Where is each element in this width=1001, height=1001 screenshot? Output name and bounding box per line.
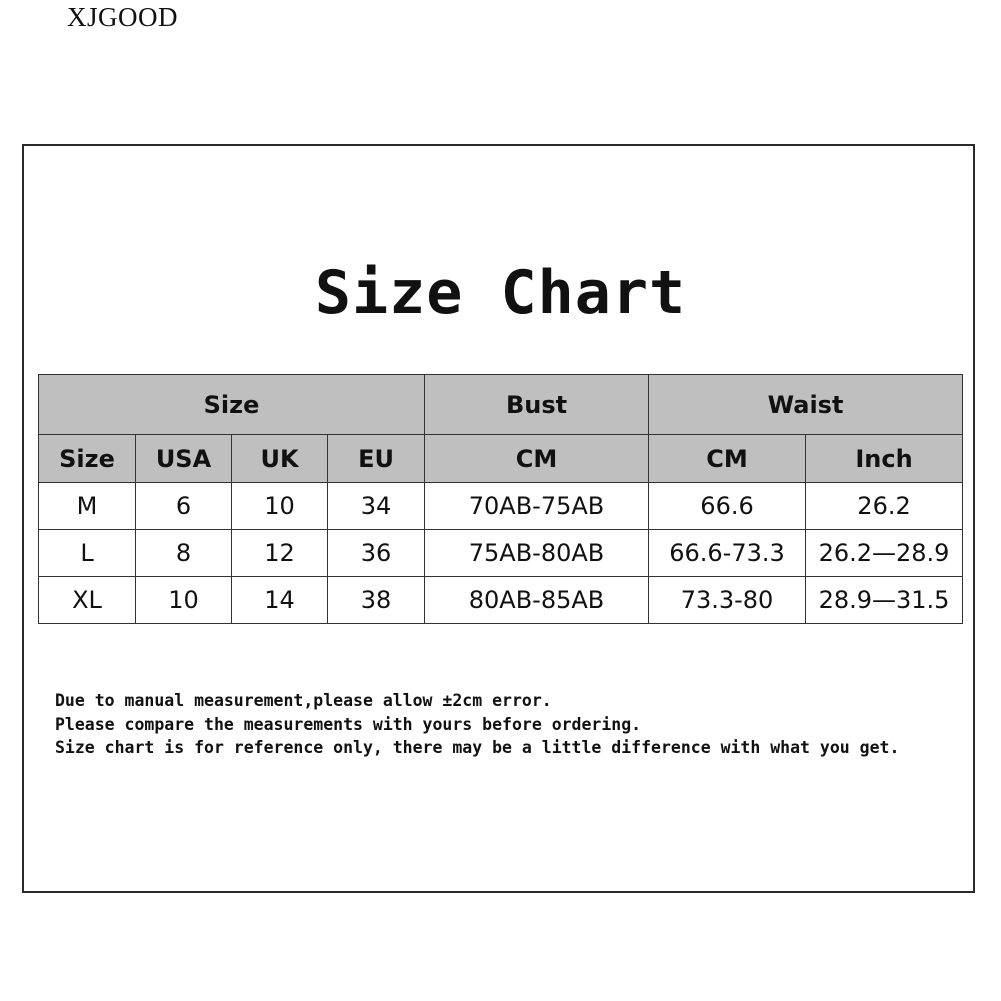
- table-cell: 75AB-80AB: [425, 530, 649, 577]
- table-cell: 10: [232, 483, 328, 530]
- group-header-size: Size: [39, 375, 425, 435]
- sub-header-waist-cm: CM: [649, 435, 806, 483]
- note-line: Due to manual measurement,please allow ±2cm error.: [55, 691, 552, 710]
- table-cell: 80AB-85AB: [425, 577, 649, 624]
- table-cell: L: [39, 530, 136, 577]
- table-cell: 26.2: [806, 483, 963, 530]
- sub-header-size: Size: [39, 435, 136, 483]
- sub-header-uk: UK: [232, 435, 328, 483]
- table-cell: 36: [328, 530, 425, 577]
- sub-header-waist-inch: Inch: [806, 435, 963, 483]
- page-title: Size Chart: [314, 258, 687, 328]
- sub-header-row: [39, 435, 963, 483]
- table-cell: 28.9—31.5: [806, 577, 963, 624]
- table-cell: 34: [328, 483, 425, 530]
- group-header-bust: Bust: [425, 375, 649, 435]
- table-cell: 38: [328, 577, 425, 624]
- measurement-notes: [55, 689, 899, 760]
- table-cell: 66.6-73.3: [649, 530, 806, 577]
- table-cell: 66.6: [649, 483, 806, 530]
- table-cell: XL: [39, 577, 136, 624]
- table-cell: 10: [136, 577, 232, 624]
- table-cell: 14: [232, 577, 328, 624]
- sub-header-bust-cm: CM: [425, 435, 649, 483]
- table-row: [39, 483, 963, 530]
- note-line: Please compare the measurements with yours before ordering.: [55, 714, 642, 734]
- table-row: [39, 530, 963, 577]
- table-cell: 26.2—28.9: [806, 530, 963, 577]
- sub-header-usa: USA: [136, 435, 232, 483]
- table-cell: 8: [136, 530, 232, 577]
- brand-watermark: XJGOOD: [67, 2, 178, 32]
- table-cell: 12: [232, 530, 328, 577]
- size-table: [38, 374, 963, 624]
- table-row: [39, 577, 963, 624]
- sub-header-eu: EU: [328, 435, 425, 483]
- group-header-waist: Waist: [649, 375, 963, 435]
- table-cell: 70AB-75AB: [425, 483, 649, 530]
- table-cell: M: [39, 483, 136, 530]
- note-line: Size chart is for reference only, there may be a little difference with what you get.: [55, 738, 900, 757]
- table-cell: 6: [136, 483, 232, 530]
- group-header-row: [39, 375, 963, 435]
- table-cell: 73.3-80: [649, 577, 806, 624]
